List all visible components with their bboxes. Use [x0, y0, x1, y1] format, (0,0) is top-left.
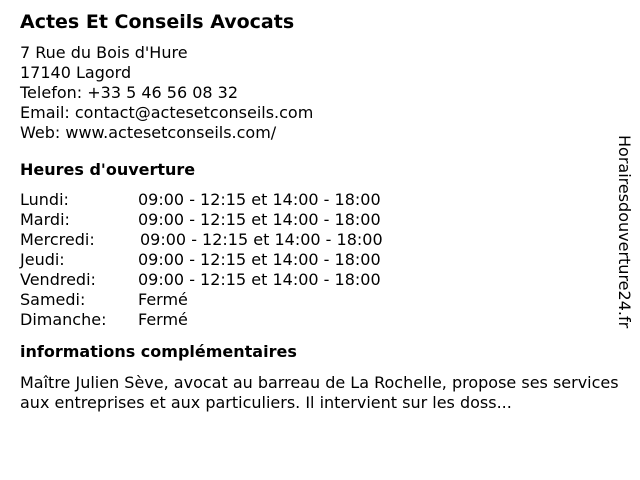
hours-day-label: Vendredi:	[20, 270, 96, 289]
business-card	[20, 10, 619, 413]
hours-row-friday	[20, 270, 610, 290]
hours-day-label: Mardi:	[20, 210, 70, 229]
hours-time-value: 09:00 - 12:15 et 14:00 - 18:00	[138, 210, 381, 229]
hours-day-label: Jeudi:	[20, 250, 65, 269]
opening-hours-table	[20, 190, 610, 330]
site-watermark: Horairesdouverture24.fr	[615, 135, 634, 329]
hours-row-sunday	[20, 310, 610, 330]
opening-hours-heading: Heures d'ouverture	[20, 160, 196, 179]
email-line: Email: contact@actesetconseils.com	[20, 103, 314, 122]
hours-day-label: Lundi:	[20, 190, 69, 209]
hours-row-tuesday	[20, 210, 610, 230]
address-street: 7 Rue du Bois d'Hure	[20, 43, 188, 62]
hours-time-value: 09:00 - 12:15 et 14:00 - 18:00	[138, 190, 381, 209]
hours-time-value: 09:00 - 12:15 et 14:00 - 18:00	[138, 250, 381, 269]
hours-row-wednesday	[20, 230, 610, 250]
hours-row-saturday	[20, 290, 610, 310]
hours-row-monday	[20, 190, 610, 210]
hours-day-label: Dimanche:	[20, 310, 107, 329]
additional-info-heading: informations complémentaires	[20, 342, 297, 361]
hours-time-value: Fermé	[138, 290, 188, 309]
phone-line: Telefon: +33 5 46 56 08 32	[20, 83, 239, 102]
business-name: Actes Et Conseils Avocats	[20, 11, 295, 33]
additional-info-text: Maître Julien Sève, avocat au barreau de La Rochelle, propose ses services aux entreprises et aux particuliers. Il intervient sur les doss...	[20, 373, 619, 412]
address-city: 17140 Lagord	[20, 63, 132, 82]
hours-time-value: 09:00 - 12:15 et 14:00 - 18:00	[140, 230, 383, 249]
website-line: Web: www.actesetconseils.com/	[20, 123, 277, 142]
hours-time-value: 09:00 - 12:15 et 14:00 - 18:00	[138, 270, 381, 289]
hours-day-label: Samedi:	[20, 290, 86, 309]
hours-row-thursday	[20, 250, 610, 270]
hours-time-value: Fermé	[138, 310, 188, 329]
hours-day-label: Mercredi:	[20, 230, 95, 249]
